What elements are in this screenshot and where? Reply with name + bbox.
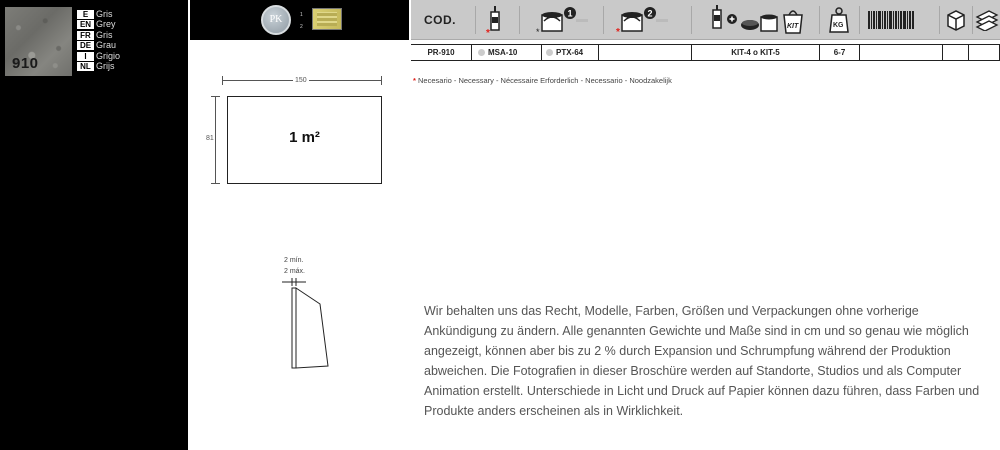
kit-cell [701, 0, 811, 40]
divider [519, 6, 520, 34]
disclaimer-text: Wir behalten uns das Recht, Modelle, Farben, Größen und Verpackungen ohne vorherige Ankündigung zu ändern. Alle genannten Gewichte und Maße sind in cm und so genau wie möglich angezeigt, können aber bis zu 2 % durch Expansion und Schrumpfung während der Produktion abweichen. Die Fotografien in dieser Broschüre werden auf Standorte, Studios und als Computer Animation erstellt. Unterschiede in Licht und Druck auf Papier können dazu führen, dass Farben und Produkte anders erscheinen als in Wirklichkeit. [424, 304, 980, 418]
divider [972, 6, 973, 34]
step-1-number: 1 [567, 8, 573, 19]
dimension-tick [211, 183, 220, 184]
width-label: 150 [295, 77, 307, 84]
lang-name: Grau [96, 40, 117, 50]
cod-label: COD. [424, 13, 456, 27]
weight-cell [824, 0, 854, 40]
area-label: 1 m² [289, 129, 320, 146]
product-thumbnail-bar [190, 0, 409, 40]
lang-row [77, 20, 120, 30]
mortar-color-dot [546, 49, 553, 56]
pieces-value-cell [968, 45, 1000, 60]
kg-label: KG [833, 22, 844, 29]
lang-code: EN [77, 20, 94, 29]
glue-cell [481, 0, 509, 40]
mortar-value: PTX-64 [556, 48, 584, 57]
product-data-row [411, 44, 1000, 61]
adhesive-value: MSA-10 [488, 48, 518, 57]
thumb-label-2: 2 [300, 24, 303, 30]
mortar2-cell [611, 0, 671, 40]
pieces-cell [974, 0, 1000, 40]
divider [859, 6, 860, 34]
lang-row [77, 62, 120, 72]
lang-code: DE [77, 41, 94, 50]
code-cell: PR-910 [427, 48, 455, 57]
step-2-number: 2 [647, 8, 653, 19]
lang-name: Gris [96, 29, 113, 40]
divider [819, 6, 820, 34]
weight-kg-icon [828, 7, 850, 33]
weight-value-cell: 6-7 [819, 45, 859, 60]
glue-bottle-icon [485, 4, 505, 36]
adhesive-color-dot [478, 49, 485, 56]
brick-thumbnail [312, 8, 342, 30]
adhesive-cell [471, 45, 541, 60]
kit-value-cell: KIT-4 o KIT-5 [691, 45, 819, 60]
svg-text:*: * [486, 28, 490, 36]
lang-code: FR [77, 31, 94, 40]
mortar-bucket-step1-icon [532, 3, 590, 37]
dimension-tick [381, 76, 382, 85]
mortar-bucket-step2-icon [612, 3, 670, 37]
color-swatch [5, 7, 72, 76]
barcode-cell [866, 0, 916, 40]
height-label: 81 [206, 135, 214, 142]
dimension-tick [222, 76, 223, 85]
lang-name: Grijs [96, 61, 115, 71]
pk-logo: PK [261, 5, 291, 35]
divider [939, 6, 940, 34]
height-dimension-line [215, 96, 216, 184]
joint-min-label: 2 mín. [284, 257, 304, 264]
barcode-icon [868, 11, 914, 29]
mortar1-cell [531, 0, 591, 40]
required-note [413, 76, 672, 85]
lang-row [77, 51, 120, 61]
empty-cell [598, 45, 691, 60]
mortar-cell [541, 45, 598, 60]
thumb-label-1: 1 [300, 12, 303, 18]
piece-profile-drawing [276, 276, 330, 372]
kit-label: KIT [787, 23, 799, 30]
color-name-list [77, 9, 120, 72]
svg-text:*: * [616, 27, 620, 37]
divider [603, 6, 604, 34]
dimension-tick [211, 96, 220, 97]
swatch-code: 910 [12, 55, 39, 72]
required-note-text: Necesario - Necessary - Nécessaire Erforderlich - Necessario - Noodzakelijk [418, 76, 672, 85]
box-cell [942, 0, 970, 40]
required-star: * [413, 76, 416, 85]
joint-max-label: 2 máx. [284, 268, 306, 275]
area-rectangle [227, 96, 382, 184]
lang-code: I [77, 52, 94, 61]
icon-header [411, 0, 1000, 40]
svg-text:*: * [536, 27, 540, 37]
lang-code: NL [77, 62, 94, 71]
lang-name: Grey [96, 19, 116, 29]
lang-row [77, 30, 120, 40]
lang-name: Gris [96, 8, 113, 19]
box-icon [945, 9, 967, 31]
cod-cell [411, 0, 469, 40]
kit-combo-icon [706, 3, 806, 37]
lang-row [77, 9, 120, 19]
lang-row [77, 41, 120, 51]
divider [475, 6, 476, 34]
lang-name: Grigio [96, 50, 121, 61]
color-info-panel [0, 0, 188, 450]
box-value-cell [942, 45, 968, 60]
stacked-pieces-icon [975, 9, 999, 31]
divider [691, 6, 692, 34]
lang-code: E [77, 10, 94, 19]
barcode-value-cell [859, 45, 942, 60]
